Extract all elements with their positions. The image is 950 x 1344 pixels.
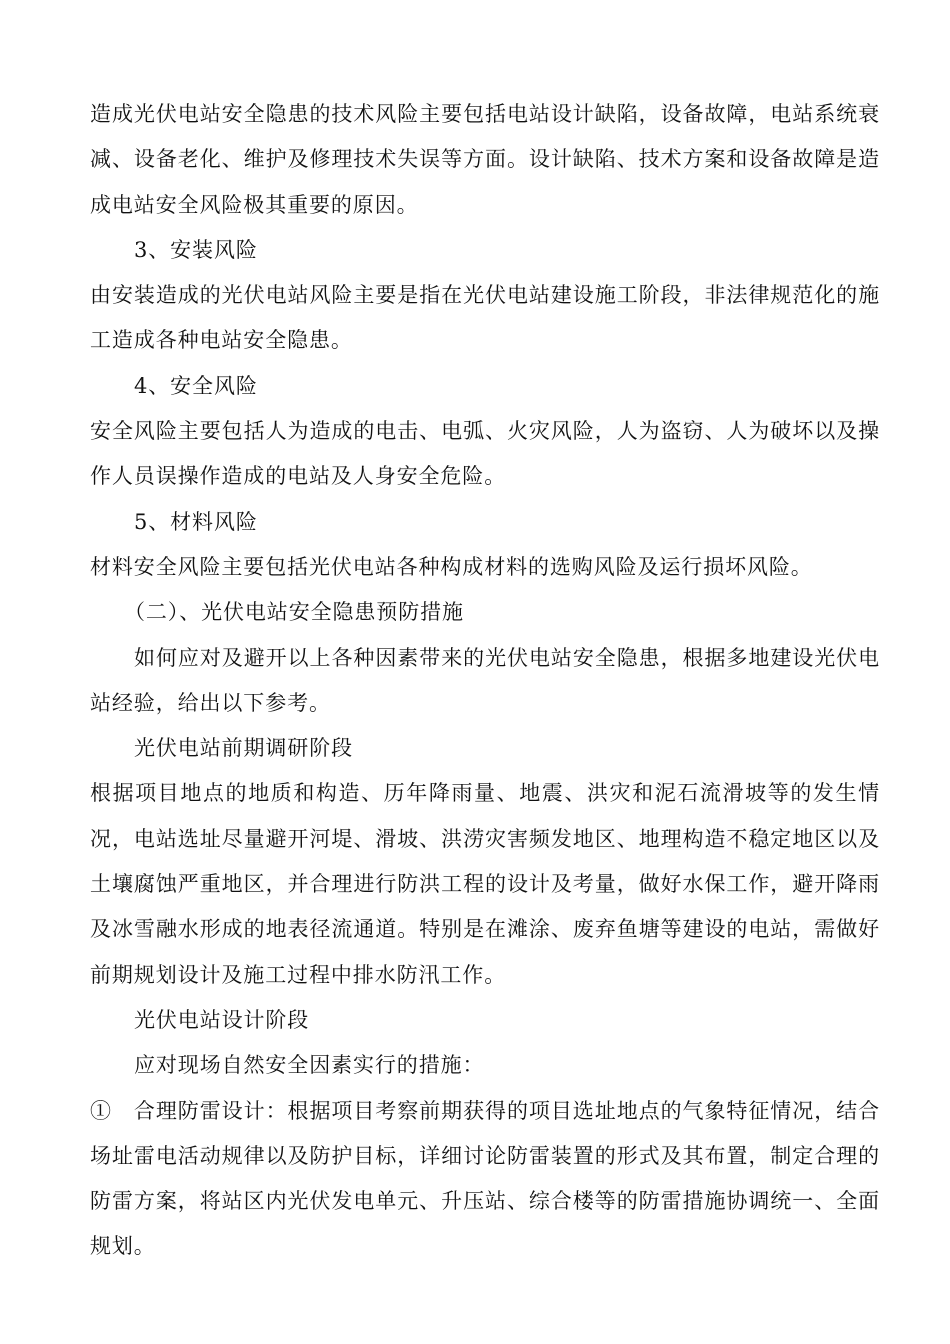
heading-research-stage: 光伏电站前期调研阶段 bbox=[134, 736, 353, 761]
paragraph-installation-risk: 由安装造成的光伏电站风险主要是指在光伏电站建设施工阶段，非法律规范化的施工造成各种电站安全隐患。 bbox=[90, 283, 880, 353]
heading-natural-measures: 应对现场自然安全因素实行的措施： bbox=[134, 1053, 485, 1078]
heading-material-risk: 5、材料风险 bbox=[134, 509, 258, 534]
heading-safety-risk: 4、安全风险 bbox=[134, 373, 258, 398]
paragraph-prevention-intro: 如何应对及避开以上各种因素带来的光伏电站安全隐患，根据多地建设光伏电站经验，给出以下参考。 bbox=[90, 645, 880, 715]
section-heading-prevention: （二）、光伏电站安全隐患预防措施 bbox=[124, 600, 464, 625]
heading-design-stage: 光伏电站设计阶段 bbox=[134, 1007, 310, 1032]
heading-installation-risk: 3、安装风险 bbox=[134, 237, 258, 262]
paragraph-lightning-design: ① 合理防雷设计：根据项目考察前期获得的项目选址地点的气象特征情况，结合场址雷电活动规律以及防护目标，详细讨论防雷装置的形式及其布置，制定合理的防雷方案，将站区内光伏发电单元、升压站、综合楼等的防雷措施协调统一、全面规划。 bbox=[90, 1098, 880, 1259]
paragraph-material-risk: 材料安全风险主要包括光伏电站各种构成材料的选购风险及运行损坏风险。 bbox=[90, 554, 813, 579]
paragraph-safety-risk: 安全风险主要包括人为造成的电击、电弧、火灾风险，人为盗窃、人为破坏以及操作人员误操作造成的电站及人身安全危险。 bbox=[90, 419, 880, 489]
paragraph-technical-risk: 造成光伏电站安全隐患的技术风险主要包括电站设计缺陷，设备故障，电站系统衰减、设备老化、维护及修理技术失误等方面。设计缺陷、技术方案和设备故障是造成电站安全风险极其重要的原因。 bbox=[90, 102, 880, 217]
document-page bbox=[90, 92, 880, 1270]
paragraph-research-stage: 根据项目地点的地质和构造、历年降雨量、地震、洪灾和泥石流滑坡等的发生情况，电站选址尽量避开河堤、滑坡、洪涝灾害频发地区、地理构造不稳定地区以及土壤腐蚀严重地区，并合理进行防洪工程的设计及考量，做好水保工作，避开降雨及冰雪融水形成的地表径流通道。特别是在滩涂、废弃鱼塘等建设的电站，需做好前期规划设计及施工过程中排水防汛工作。 bbox=[90, 781, 880, 987]
